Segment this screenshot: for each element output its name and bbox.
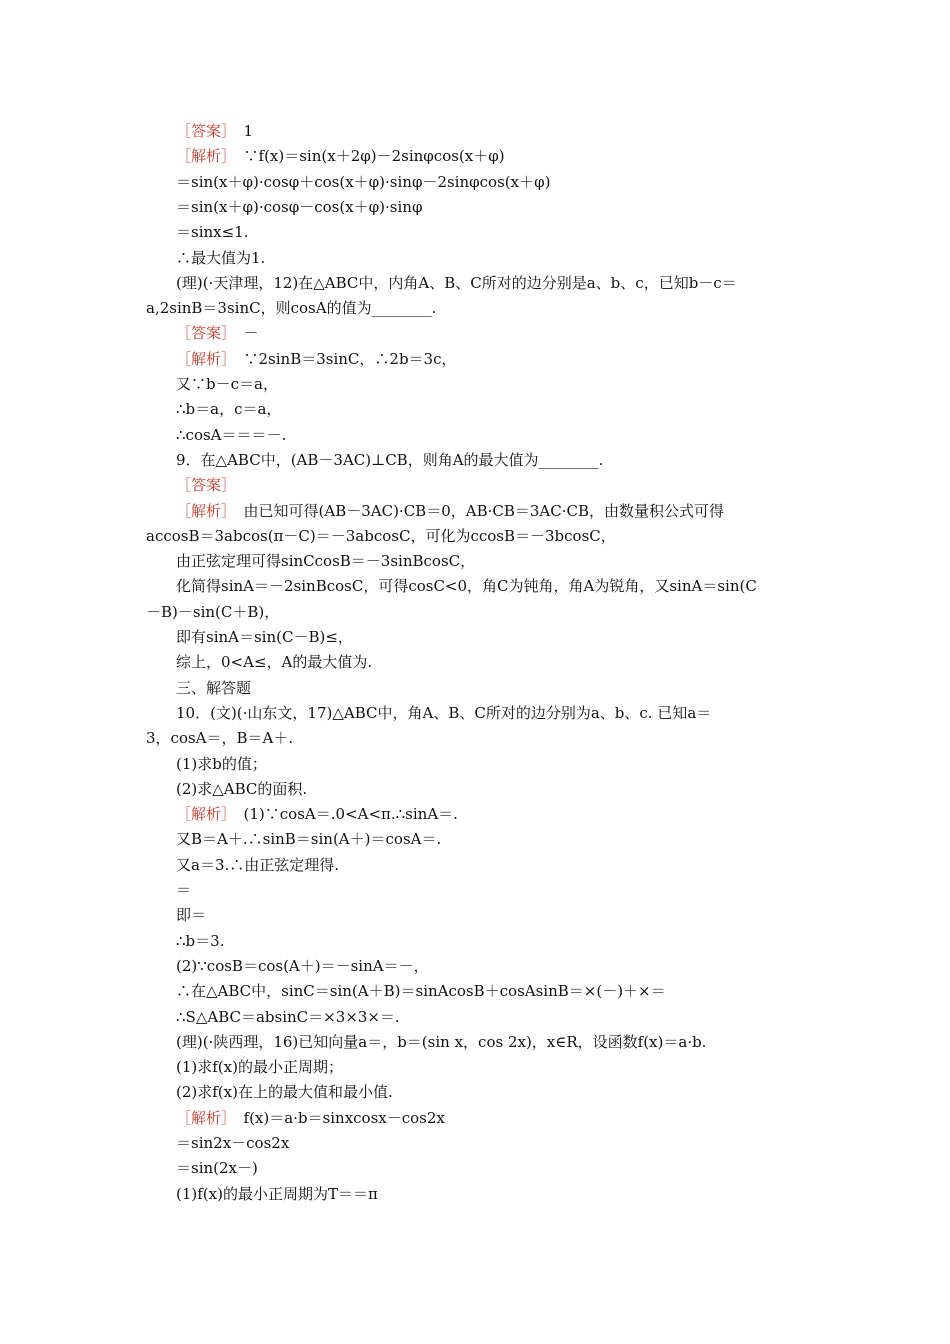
line-text: ＝sinx≤1. — [176, 223, 249, 242]
section-tag: ［答案］ — [176, 476, 237, 495]
text-line — [146, 727, 293, 749]
section-tag: ［解析］ — [176, 805, 229, 824]
line-text: (2)∵cosB＝cos(A＋)＝－sinA＝－， — [176, 956, 429, 975]
section-tag: ［答案］ — [176, 324, 229, 343]
section-tag: ［解析］ — [176, 349, 229, 368]
text-line — [176, 778, 307, 800]
line-text: 又a＝3.∴由正弦定理得. — [176, 855, 340, 874]
line-text: f(x)＝a·b＝sinxcosx－cos2x — [228, 1108, 445, 1127]
text-line — [176, 221, 249, 243]
text-line — [176, 677, 251, 699]
text-line — [176, 980, 666, 1002]
text-line — [176, 626, 353, 648]
text-line — [176, 854, 339, 876]
line-text: ∴cosA＝＝＝－. — [176, 425, 287, 444]
line-text: 又B＝A＋.∴sinB＝sin(A＋)＝cosA＝. — [176, 830, 442, 849]
section-tag: ［解析］ — [176, 501, 229, 520]
line-text: 3，cosA＝，B＝A＋. — [146, 729, 294, 748]
line-text: a,2sinB＝3sinC，则cosA的值为________. — [146, 299, 437, 318]
line-text: 又∵b－c＝a， — [176, 375, 278, 393]
text-line — [176, 1006, 400, 1028]
text-line — [176, 828, 441, 850]
line-text: (2)求f(x)在上的最大值和最小值. — [176, 1083, 393, 1102]
line-text: ＝sin(2x－) — [176, 1159, 258, 1178]
text-line — [146, 601, 279, 623]
line-text: ∵2sinB＝3sinC，∴2b＝3c， — [228, 349, 457, 368]
text-line — [176, 1056, 343, 1078]
text-line — [176, 424, 286, 446]
line-text: ∴最大值为1. — [176, 248, 266, 267]
text-line — [176, 753, 267, 775]
text-line — [176, 575, 757, 597]
line-text: accosB＝3abcos(π－C)＝－3abcosC，可化为ccosB＝－3bcosC， — [146, 526, 616, 545]
line-text: (理)(·天津理，12)在△ABC中，内角A、B、C所对的边分别是a、b、c，已知b－c＝ — [176, 273, 737, 292]
text-line — [176, 272, 737, 294]
text-line — [176, 879, 191, 901]
line-text: 1 — [228, 122, 254, 140]
text-line — [176, 247, 265, 269]
line-text: ＝ — [176, 881, 192, 899]
line-text: － — [228, 324, 259, 343]
line-text: ＝sin(x＋φ)·cosφ－cos(x＋φ)·sinφ — [176, 197, 423, 216]
text-line — [176, 348, 457, 370]
section-tag: ［答案］ — [176, 122, 229, 140]
line-text: ∴b＝a，c＝a， — [176, 400, 282, 419]
line-text: (1)∵cosA＝.0<A<π.∴sinA＝. — [228, 805, 458, 824]
line-text: ＝sin2x－cos2x — [176, 1134, 290, 1152]
text-line — [176, 904, 206, 926]
text-line — [146, 525, 616, 547]
text-line — [176, 803, 458, 825]
line-text: (1)求f(x)的最小正周期； — [176, 1058, 343, 1077]
text-line — [176, 398, 281, 420]
line-text: ＝sin(x＋φ)·cosφ＋cos(x＋φ)·sinφ－2sinφcos(x＋φ) — [176, 172, 551, 191]
line-text: (2)求△ABC的面积. — [176, 779, 308, 798]
line-text: 化简得sinA＝－2sinBcosC，可得cosC<0，角C为钝角，角A为锐角，又sinA＝sin(C — [176, 577, 757, 596]
line-text: 9．在△ABC中，(AB－3AC)⊥CB，则角A的最大值为________. — [176, 450, 604, 469]
text-line — [176, 702, 711, 724]
text-line — [176, 373, 278, 395]
section-tag: ［解析］ — [176, 1108, 229, 1127]
text-line — [176, 1183, 378, 1205]
line-text: －B)－sin(C＋B)， — [146, 602, 280, 621]
text-line — [176, 955, 429, 977]
line-text: 三、解答题 — [176, 678, 252, 697]
text-line — [176, 1107, 445, 1129]
line-text: 由正弦定理可得sinCcosB＝－3sinBcosC， — [176, 552, 476, 571]
line-text: ∴b＝3. — [176, 931, 225, 950]
text-line — [176, 1081, 393, 1103]
line-text: 综上，0<A≤，A的最大值为. — [176, 653, 373, 672]
line-text: ∵f(x)＝sin(x＋2φ)－2sinφcos(x＋φ) — [228, 147, 505, 166]
text-line — [176, 145, 505, 167]
line-text: 即有sinA＝sin(C－B)≤， — [176, 628, 353, 646]
line-text: ∴在△ABC中，sinC＝sin(A＋B)＝sinAcosB＋cosAsinB＝×(－)＋×＝ — [176, 982, 666, 1001]
line-text: ∴S△ABC＝absinC＝×3×3×＝. — [176, 1007, 400, 1026]
text-line — [146, 297, 436, 319]
text-line — [176, 1157, 258, 1179]
section-tag: ［解析］ — [176, 147, 229, 166]
line-text: (1)f(x)的最小正周期为T＝＝π — [176, 1184, 378, 1203]
text-line — [176, 1031, 706, 1053]
text-line — [176, 196, 422, 218]
text-line — [176, 474, 236, 496]
text-line — [176, 550, 475, 572]
text-line — [176, 171, 550, 193]
text-line — [176, 651, 372, 673]
text-line — [176, 322, 259, 344]
text-line — [176, 449, 603, 471]
text-line — [176, 120, 253, 142]
line-text: 即＝ — [176, 906, 207, 925]
text-line — [176, 1132, 289, 1154]
line-text: 10．(文)(·山东文，17)△ABC中，角A、B、C所对的边分别为a、b、c. 已知a＝ — [176, 703, 712, 722]
text-line — [176, 930, 224, 952]
text-line — [176, 500, 724, 522]
line-text: (理)(·陕西理，16)已知向量a＝，b＝(sin x，cos 2x)，x∈R，设函数f(x)＝a·b. — [176, 1032, 707, 1051]
line-text: 由已知可得(AB－3AC)·CB＝0，AB·CB＝3AC·CB，由数量积公式可得 — [228, 501, 724, 520]
line-text: (1)求b的值； — [176, 754, 267, 773]
